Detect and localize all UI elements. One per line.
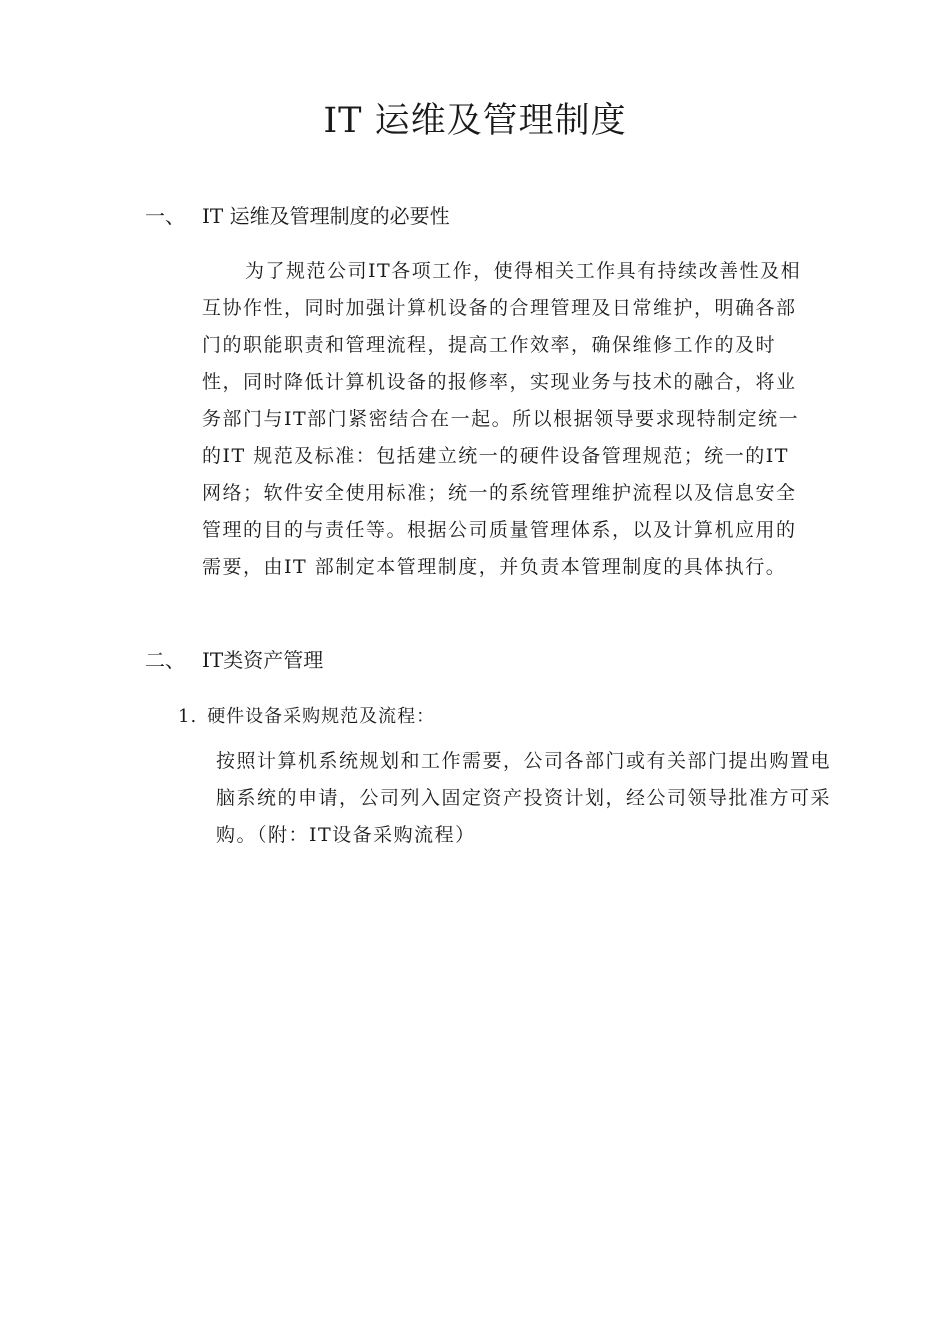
- paragraph-line: 需要，由IT 部制定本管理制度，并负责本管理制度的具体执行。: [202, 556, 787, 578]
- paragraph-line: 的IT 规范及标准：包括建立统一的硬件设备管理规范；统一的IT: [202, 445, 789, 467]
- section-number: 一、: [145, 204, 185, 228]
- section-heading: [145, 646, 645, 674]
- paragraph-line: 网络；软件安全使用标准；统一的系统管理维护流程以及信息安全: [202, 482, 797, 504]
- subsection-number: 1.: [178, 706, 198, 727]
- paragraph-line: 按照计算机系统规划和工作需要，公司各部门或有关部门提出购置电: [216, 750, 832, 772]
- section-title: IT类资产管理: [202, 648, 324, 672]
- paragraph-line: 务部门与IT部门紧密结合在一起。所以根据领导要求现特制定统一: [202, 408, 800, 430]
- subsection-heading: [178, 704, 435, 730]
- section-number: 二、: [145, 648, 185, 672]
- paragraph-line: 购。（附：IT设备采购流程）: [216, 824, 476, 846]
- paragraph-line: 为了规范公司IT各项工作，使得相关工作具有持续改善性及相: [245, 260, 802, 282]
- document-title: IT 运维及管理制度: [323, 101, 627, 141]
- paragraph-line: 脑系统的申请，公司列入固定资产投资计划，经公司领导批准方可采: [216, 787, 832, 809]
- section-title: IT 运维及管理制度的必要性: [202, 204, 450, 228]
- paragraph-line: 性，同时降低计算机设备的报修率，实现业务与技术的融合，将业: [202, 371, 797, 393]
- paragraph-line: 互协作性，同时加强计算机设备的合理管理及日常维护，明确各部: [202, 297, 797, 319]
- subsection-title: 硬件设备采购规范及流程：: [207, 706, 436, 727]
- paragraph-line: 门的职能职责和管理流程，提高工作效率，确保维修工作的及时: [202, 334, 777, 356]
- section-heading: [145, 202, 645, 230]
- paragraph-line: 管理的目的与责任等。根据公司质量管理体系，以及计算机应用的: [202, 519, 797, 541]
